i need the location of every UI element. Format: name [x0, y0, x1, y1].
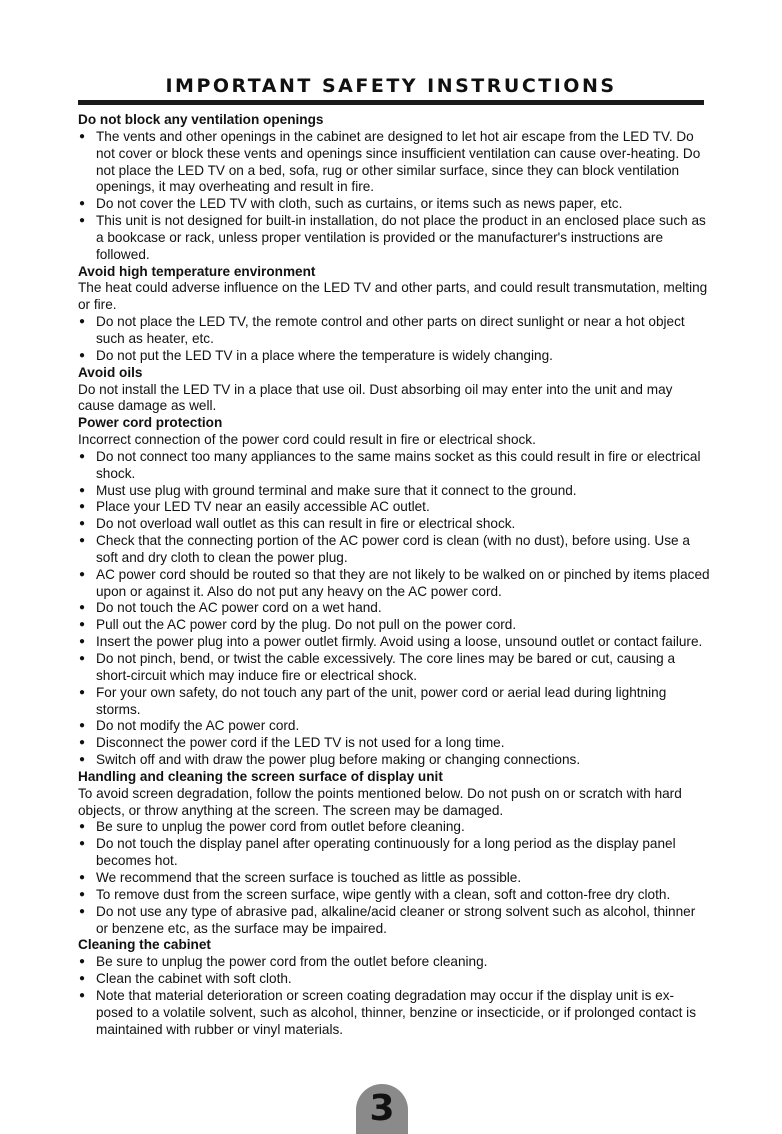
bullet-item: ● Clean the cabinet with soft cloth. — [78, 971, 710, 988]
bullet-item: ● To remove dust from the screen surface, wipe gently with a clean, soft and cotton-free dry cloth. — [78, 887, 710, 904]
title-rule — [78, 100, 704, 105]
bullet-item: ● Do not put the LED TV in a place where the temperature is widely changing. — [78, 348, 710, 365]
section-heading: Handling and cleaning the screen surface of display unit — [78, 768, 443, 784]
bullet-item: ● We recommend that the screen surface is touched as little as possible. — [78, 870, 710, 887]
page-number-badge — [356, 1084, 408, 1134]
bullet-item: ● Place your LED TV near an easily accessible AC outlet. — [78, 499, 710, 516]
bullet-item: ● Insert the power plug into a power outlet firmly. Avoid using a loose, unsound outlet or contact failure. — [78, 634, 710, 651]
section-heading: Cleaning the cabinet — [78, 937, 211, 953]
bullet-item: ● AC power cord should be routed so that they are not likely to be walked on or pinched by items placed upon or against it. Also do not put any heavy on the AC power cord. — [78, 567, 710, 601]
bullet-item: ● Disconnect the power cord if the LED TV is not used for a long time. — [78, 735, 710, 752]
bullet-item: ● Do not touch the AC power cord on a wet hand. — [78, 600, 710, 617]
bullet-item: ● Do not modify the AC power cord. — [78, 718, 710, 735]
page-title: IMPORTANT SAFETY INSTRUCTIONS — [165, 75, 617, 97]
bullet-item: ● The vents and other openings in the cabinet are designed to let hot air escape from the LED TV. Do not cover or block these vents and openings since insufficient ventilation can cause over-heating. Do not place the LED TV on a bed, sofa, rug or other similar surface, since they can block ventilation openings, it may overheating and result in fire. — [78, 129, 710, 196]
bullet-item: ● For your own safety, do not touch any part of the unit, power cord or aerial lead during lightning storms. — [78, 685, 710, 719]
paragraph: To avoid screen degradation, follow the points mentioned below. Do not push on or scratch with hard objects, or throw anything at the screen. The screen may be damaged. — [78, 785, 682, 818]
paragraph: Do not install the LED TV in a place that use oil. Dust absorbing oil may enter into the unit and may cause damage as well. — [78, 381, 673, 414]
bullet-item: ● Switch off and with draw the power plug before making or changing connections. — [78, 752, 710, 769]
bullet-item: ● Must use plug with ground terminal and make sure that it connect to the ground. — [78, 483, 710, 500]
section-heading: Avoid high temperature environment — [78, 263, 316, 279]
bullet-item: ● Be sure to unplug the power cord from the outlet before cleaning. — [78, 954, 710, 971]
bullet-item: ● Do not touch the display panel after operating continuously for a long period as the display panel becomes hot. — [78, 836, 710, 870]
bullet-item: ● Do not connect too many appliances to the same mains socket as this could result in fire or electrical shock. — [78, 449, 710, 483]
paragraph: Incorrect connection of the power cord could result in fire or electrical shock. — [78, 432, 536, 448]
section-heading: Do not block any ventilation openings — [78, 112, 324, 127]
page-number: 3 — [369, 1088, 395, 1129]
bullet-item: ● Note that material deterioration or screen coating degradation may occur if the display unit is ex-posed to a volatile solvent, such as alcohol, thinner, benzine or insecticide, or if prolonged contact is maintained with rubber or vinyl materials. — [78, 988, 710, 1039]
paragraph: The heat could adverse influence on the LED TV and other parts, and could result transmutation, melting or fire. — [78, 280, 708, 313]
bullet-item: ● Do not cover the LED TV with cloth, such as curtains, or items such as news paper, etc. — [78, 196, 710, 213]
bullet-item: ● This unit is not designed for built-in installation, do not place the product in an enclosed place such as a bookcase or rack, unless proper ventilation is provided or the manufacturer's instructions are followed. — [78, 213, 710, 264]
instructions-body — [78, 112, 710, 1038]
bullet-item: ● Do not place the LED TV, the remote control and other parts on direct sunlight or near a hot object such as heater, etc. — [78, 314, 710, 348]
bullet-item: ● Do not use any type of abrasive pad, alkaline/acid cleaner or strong solvent such as alcohol, thinner or benzene etc, as the surface may be impaired. — [78, 904, 710, 938]
bullet-item: ● Pull out the AC power cord by the plug. Do not pull on the power cord. — [78, 617, 710, 634]
bullet-item: ● Check that the connecting portion of the AC power cord is clean (with no dust), before using. Use a soft and dry cloth to clean the power plug. — [78, 533, 710, 567]
section-heading: Avoid oils — [78, 364, 143, 380]
bullet-item: ● Do not pinch, bend, or twist the cable excessively. The core lines may be bared or cut, causing a short-circuit which may induce fire or electrical shock. — [78, 651, 710, 685]
bullet-item: ● Be sure to unplug the power cord from outlet before cleaning. — [78, 819, 710, 836]
bullet-item: ● Do not overload wall outlet as this can result in fire or electrical shock. — [78, 516, 710, 533]
section-heading: Power cord protection — [78, 415, 223, 431]
